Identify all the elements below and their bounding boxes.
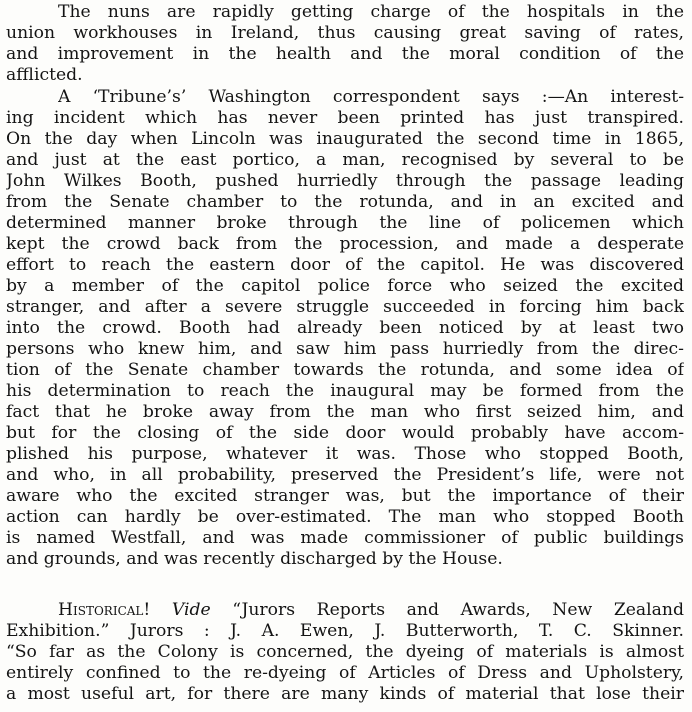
text-line: Exhibition.” Jurors : J. A. Ewen, J. Butterworth, T. C. Skinner.	[6, 621, 684, 641]
text-line: ing incident which has never been printed has just transpired.	[6, 108, 684, 128]
text-line: fact that he broke away from the man who first seized him, and	[6, 402, 684, 422]
text-line: A ‘Tribune’s’ Washington correspondent says :—An interest-	[58, 87, 684, 107]
text-line: by a member of the capitol police force who seized the excited	[6, 276, 684, 296]
text-line: persons who knew him, and saw him pass hurriedly from the direc-	[6, 339, 684, 359]
text-line: and improvement in the health and the moral condition of the	[6, 44, 684, 64]
text-line: and just at the east portico, a man, recognised by several to be	[6, 150, 684, 170]
text-line: but for the closing of the side door would probably have accom-	[6, 423, 684, 443]
historical-heading: Historical!	[58, 600, 151, 620]
text-line: is named Westfall, and was made commissioner of public buildings	[6, 528, 684, 548]
text-line: kept the crowd back from the procession, and made a desperate	[6, 234, 684, 254]
text-line: John Wilkes Booth, pushed hurriedly through the passage leading	[6, 171, 684, 191]
text-line: plished his purpose, whatever it was. Those who stopped Booth,	[6, 444, 684, 464]
text-line: a most useful art, for there are many kinds of material that lose their	[6, 684, 684, 704]
text-line: tion of the Senate chamber towards the rotunda, and some idea of	[6, 360, 684, 380]
text-line: stranger, and after a severe struggle succeeded in forcing him back	[6, 297, 684, 317]
text-line: effort to reach the eastern door of the capitol. He was discovered	[6, 255, 684, 275]
text-line: The nuns are rapidly getting charge of the hospitals in the	[58, 2, 684, 22]
text-line: afflicted.	[6, 65, 83, 85]
text-line: aware who the excited stranger was, but the importance of their	[6, 486, 684, 506]
text-line	[58, 600, 684, 621]
text-line: On the day when Lincoln was inaugurated the second time in 1865,	[6, 129, 684, 149]
text-line: union workhouses in Ireland, thus causing great saving of rates,	[6, 23, 684, 43]
text-line: “So far as the Colony is concerned, the dyeing of materials is almost	[6, 642, 684, 662]
text-line: into the crowd. Booth had already been noticed by at least two	[6, 318, 684, 338]
text-line: and grounds, and was recently discharged by the House.	[6, 549, 503, 569]
vide-word: Vide	[171, 600, 211, 620]
text-line: and who, in all probability, preserved the President’s life, were not	[6, 465, 684, 485]
text-line: entirely confined to the re-dyeing of Articles of Dress and Upholstery,	[6, 663, 684, 683]
text-line: from the Senate chamber to the rotunda, and in an excited and	[6, 192, 684, 212]
jurors-reports-title: “Jurors Reports and Awards, New Zealand	[210, 600, 684, 620]
text-line: determined manner broke through the line of policemen which	[6, 213, 684, 233]
text-line: action can hardly be over-estimated. The man who stopped Booth	[6, 507, 684, 527]
text-line: his determination to reach the inaugural may be formed from the	[6, 381, 684, 401]
